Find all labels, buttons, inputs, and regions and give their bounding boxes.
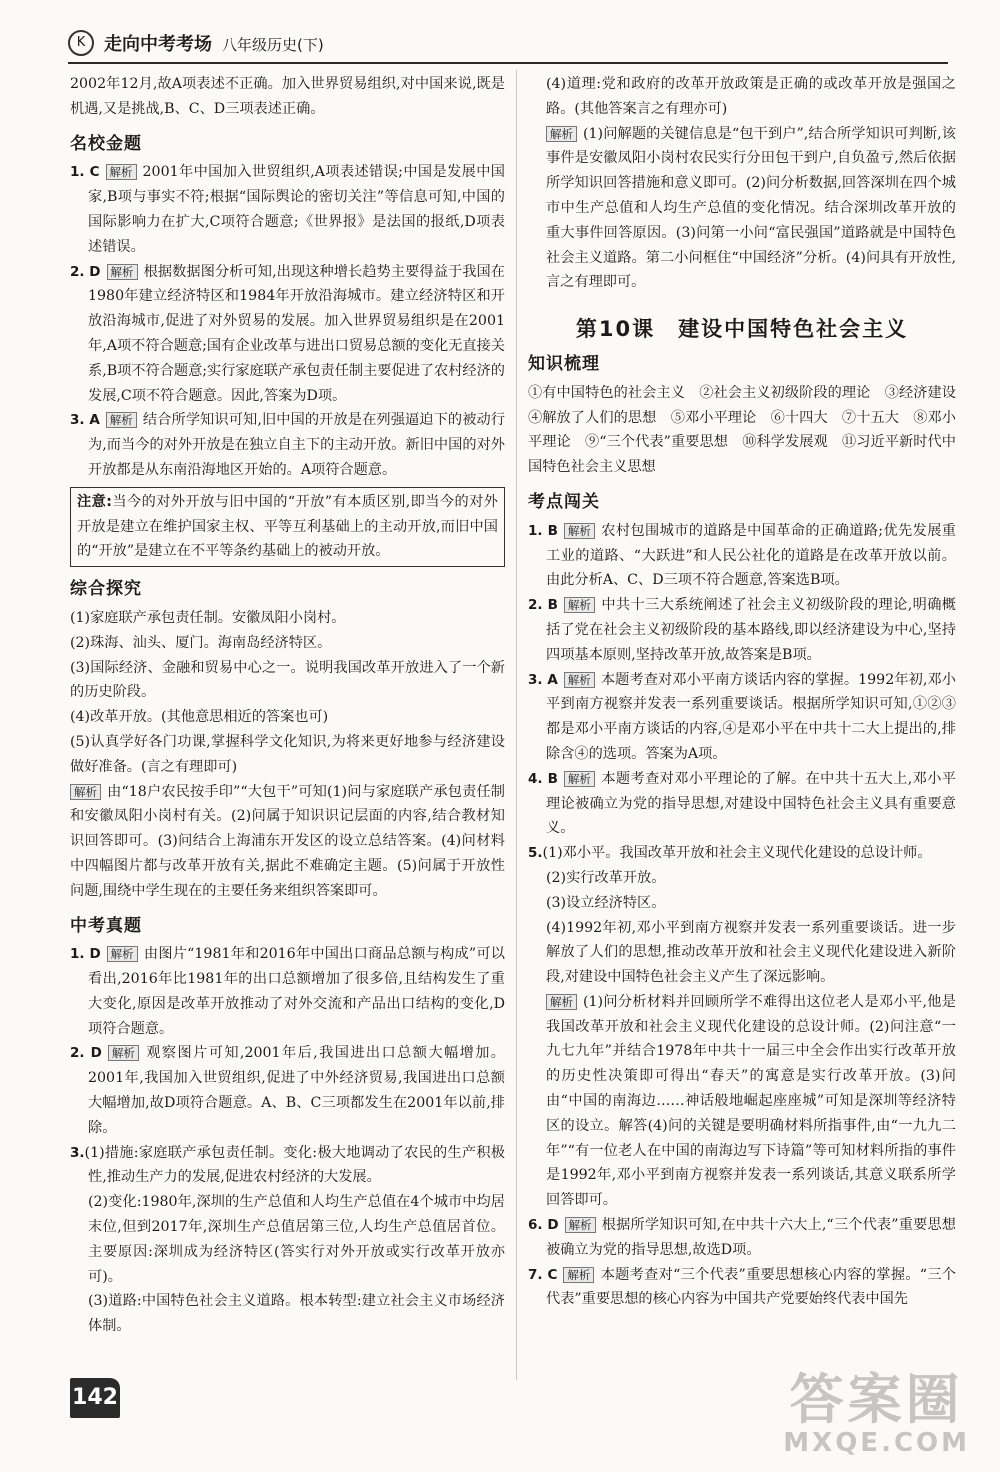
answer-number: 3. A (70, 412, 100, 429)
analysis-paragraph (528, 990, 956, 1213)
analysis-tag: 解析 (546, 994, 577, 1010)
answer-number: 1. B (528, 522, 558, 539)
note-text: 当今的对外开放与旧中国的“开放”有本质区别,即当今的对外开放是建立在维护国家主权、平等互利基础上的主动开放,而旧中国的“开放”是建立在不平等条约基础上的被动开放。 (77, 493, 498, 560)
analysis-tag: 解析 (107, 264, 138, 280)
answer-item (70, 1141, 505, 1191)
note-label: 注意: (77, 493, 112, 510)
analysis-tag: 解析 (563, 1267, 594, 1283)
knowledge-summary: ①有中国特色的社会主义 ②社会主义初级阶段的理论 ③经济建设 ④解放了人们的思想 ⑤邓小平理论 ⑥十四大 ⑦十五大 ⑧邓小平理论 ⑨“三个代表”重要思想 ⑩科学发展观 ⑪习近平新时代中国特色社会主义思想 (528, 384, 971, 476)
answer-number: 3. A (528, 671, 558, 688)
answer-line: (2)实行改革开放。 (546, 869, 666, 886)
answer-number: 4. B (528, 770, 558, 787)
answer-text: 结合所学知识可知,旧中国的开放是在列强逼迫下的被动行为,而当今的对外开放是在独立自主下的主动开放。新旧中国的对外开放都是从东南沿海地区开始的。A项符合题意。 (88, 412, 506, 478)
answer-text: 根据所学知识可知,在中共十六大上,“三个代表”重要思想被确立为党的指导思想,故选D项。 (546, 1217, 956, 1258)
note-box (70, 487, 505, 567)
lesson-title: 第10课 建设中国特色社会主义 (575, 317, 909, 342)
answer-item (70, 942, 505, 1041)
answer-number: 2. B (528, 597, 558, 614)
analysis-tag: 解析 (106, 412, 137, 428)
answer-text: 由图片“1981年和2016年中国出口商品总额与构成”可以看出,2016年比1981年的出口总额增加了很多倍,且结构发生了重大变化,原因是改革开放推动了对外交流和产品出口结构的变化,D项符合题意。 (88, 946, 505, 1037)
analysis-tag: 解析 (106, 164, 137, 180)
analysis-tag: 解析 (108, 1045, 139, 1061)
answer-line: (1)家庭联产承包责任制。安徽凤阳小岗村。 (70, 609, 346, 626)
column-divider (516, 70, 517, 1380)
section-heading-zhongkao: 中考真题 (70, 915, 142, 936)
answer-text: 本题考查对“三个代表”重要思想核心内容的掌握。“三个代表”重要思想的核心内容为中国共产党要始终代表中国先 (546, 1266, 956, 1308)
answer-item (70, 408, 505, 482)
answer-text: 根据数据图分析可知,出现这种增长趋势主要得益于我国在1980年建立经济特区和1984年开放沿海城市。建立经济特区和开放沿海城市,促进了对外贸易的发展。加入世界贸易组织是在2001年,A项不符合题意;国有企业改革与进出口贸易总额的变化无直接关系,B项不符合题意;实行家庭联产承包责任制主要促进了农村经济的发展,C项不符合题意。因此,答案为D项。 (88, 263, 505, 404)
answer-number: 3. (70, 1144, 85, 1161)
answer-item (528, 519, 956, 593)
answer-number: 1. D (70, 946, 101, 963)
analysis-text: 由“18户农民按手印”“大包干”可知(1)问与家庭联产承包责任制和安徽凤阳小岗村有关。(2)问属于知识识记层面的内容,结合教材知识回答即可。(3)问结合上海浦东开发区的设立总结答案。(4)问材料中四幅图片都与改革开放有关,据此不难确定主题。(5)问属于开放性问题,围绕中学生现在的主要任务来组织答案即可。 (70, 783, 505, 899)
answer-line: (4)改革开放。(其他意思相近的答案也可) (70, 709, 329, 726)
answer-number: 7. C (528, 1266, 558, 1283)
analysis-tag: 解析 (564, 597, 595, 613)
analysis-tag: 解析 (564, 771, 595, 787)
watermark (783, 1357, 970, 1458)
answer-item (528, 767, 956, 841)
answer-line: (3)设立经济特区。 (546, 894, 666, 911)
intro-paragraph: 2002年12月,故A项表述不正确。加入世界贸易组织,对中国来说,既是机遇,又是挑战,B、C、D三项表述正确。 (70, 76, 505, 117)
page-header (68, 28, 948, 64)
answer-text: 本题考查对邓小平理论的了解。在中共十五大上,邓小平理论被确立为党的指导思想,对建设中国特色社会主义具有重要意义。 (546, 770, 956, 837)
right-column (528, 72, 971, 1312)
answer-line: (3)国际经济、金融和贸易中心之一。说明我国改革开放进入了一个新的历史阶段。 (70, 659, 505, 701)
answer-text: 中共十三大系统阐述了社会主义初级阶段的理论,明确概括了党在社会主义初级阶段的基本路线,即以经济建设为中心,坚持四项基本原则,坚持改革开放,故答案是B项。 (546, 597, 956, 663)
answer-item (528, 668, 956, 767)
answer-text: (1)邓小平。我国改革开放和社会主义现代化建设的总设计师。 (542, 845, 932, 862)
analysis-tag: 解析 (546, 126, 577, 142)
analysis-text: (1)问分析材料并回顾所学不难得出这位老人是邓小平,他是我国改革开放和社会主义现代化建设的总设计师。(2)问注意“一九七九年”并结合1978年中共十一届三中全会作出实行改革开放的历史性决策即可得出“春天”的寓意是实行改革开放。(3)问由“中国的南海边……神话般地崛起座座城”可知是深圳等经济特区的设立。解答(4)问的关键是要明确材料所指事件,由“一九九二年”“有一位老人在中国的南海边写下诗篇”等可知材料所指的事件是1992年,邓小平到南方视察并发表一系列谈话,其意义联系所学回答即可。 (546, 993, 956, 1209)
analysis-text: (1)问解题的关键信息是“包干到户”,结合所学知识可判断,该事件是安徽凤阳小岗村农民实行分田包干到户,自负盈亏,然后依据所学知识回答措施和意义即可。(2)问分析数据,回答深圳在四个城市中生产总值和人均生产总值的变化情况。结合深圳改革开放的重大事件回答原因。(3)问第一小问“富民强国”道路就是中国特色社会主义道路。第二小问框住“中国经济”分析。(4)问具有开放性,言之有理即可。 (546, 125, 956, 291)
answer-number: 5. (528, 845, 543, 862)
analysis-paragraph (70, 780, 505, 904)
answer-number: 2. D (70, 1045, 102, 1062)
analysis-tag: 解析 (565, 1217, 596, 1233)
watermark-url: MXQE.COM (783, 1428, 970, 1458)
analysis-tag: 解析 (70, 784, 101, 800)
answer-item (70, 160, 505, 259)
answer-line: (3)道路:中国特色社会主义道路。根本转型:建立社会主义市场经济体制。 (88, 1293, 505, 1335)
answer-number: 1. C (70, 164, 100, 181)
section-heading-zhishi: 知识梳理 (528, 353, 600, 374)
answer-text: 观察图片可知,2001年后,我国进出口总额大幅增加。2001年,我国加入世贸组织,促进了中外经济贸易,我国进出口总额大幅增加,故D项符合题意。A、B、C三项都发生在2001年以前,排除。 (88, 1045, 505, 1136)
analysis-paragraph (528, 122, 956, 296)
answer-text: 2001年中国加入世贸组织,A项表述错误;中国是发展中国家,B项与事实不符;根据“国际舆论的密切关注”等信息可知,中国的国际影响力在扩大,C项符合题意;《世界报》是法国的报纸,D项表述错误。 (88, 164, 505, 255)
left-column (70, 72, 505, 1339)
analysis-tag: 解析 (107, 946, 138, 962)
section-heading-kaodian: 考点闯关 (528, 491, 600, 512)
answer-text: (1)措施:家庭联产承包责任制。变化:极大地调动了农民的生产积极性,推动生产力的发展,促进农村经济的大发展。 (84, 1144, 505, 1186)
answer-item (528, 841, 956, 866)
book-subtitle: 八年级历史(下) (222, 36, 324, 54)
answer-item (528, 1213, 956, 1263)
section-heading-mingxiao: 名校金题 (70, 133, 142, 154)
answer-item (70, 260, 505, 409)
analysis-tag: 解析 (564, 672, 595, 688)
book-logo-icon: K (68, 30, 94, 56)
answer-text: 农村包围城市的道路是中国革命的正确道路;优先发展重工业的道路、“大跃进”和人民公社化的道路是在改革开放以前。由此分析A、C、D三项不符合题意,答案选B项。 (546, 522, 956, 589)
watermark-main: 答案圈 (789, 1368, 964, 1431)
answer-item (528, 593, 956, 667)
answer-line: (2)变化:1980年,深圳的生产总值和人均生产总值在4个城市中均居末位,但到2017年,深圳生产总值居第三位,人均生产总值居首位。主要原因:深圳成为经济特区(答实行对外开放或实行改革开放亦可)。 (88, 1194, 505, 1285)
answer-item (528, 1263, 956, 1313)
analysis-tag: 解析 (564, 523, 595, 539)
answer-line: (5)认真学好各门功课,掌握科学文化知识,为将来更好地参与经济建设做好准备。(言之有理即可) (70, 733, 505, 775)
answer-line: (4)1992年初,邓小平到南方视察并发表一系列重要谈话。进一步解放了人们的思想,推动改革开放和社会主义现代化建设进入新阶段,对建设中国特色社会主义产生了深远影响。 (546, 919, 956, 986)
page-number: 142 (70, 1378, 120, 1418)
answer-line: (2)珠海、汕头、厦门。海南岛经济特区。 (70, 634, 332, 651)
answer-number: 6. D (528, 1217, 559, 1234)
book-brand: 走向中考考场 (104, 34, 212, 55)
answer-text: 本题考查对邓小平南方谈话内容的掌握。1992年初,邓小平到南方视察并发表一系列重要谈话。根据所学知识可知,①②③都是邓小平南方谈话的内容,④是邓小平在中共十二大上提出的,排除含④的选项。答案为A项。 (546, 671, 956, 762)
answer-item (70, 1041, 505, 1140)
answer-line: (4)道理:党和政府的改革开放政策是正确的或改革开放是强国之路。(其他答案言之有理亦可) (546, 76, 956, 117)
answer-number: 2. D (70, 263, 101, 280)
section-heading-zonghe: 综合探究 (70, 579, 142, 600)
